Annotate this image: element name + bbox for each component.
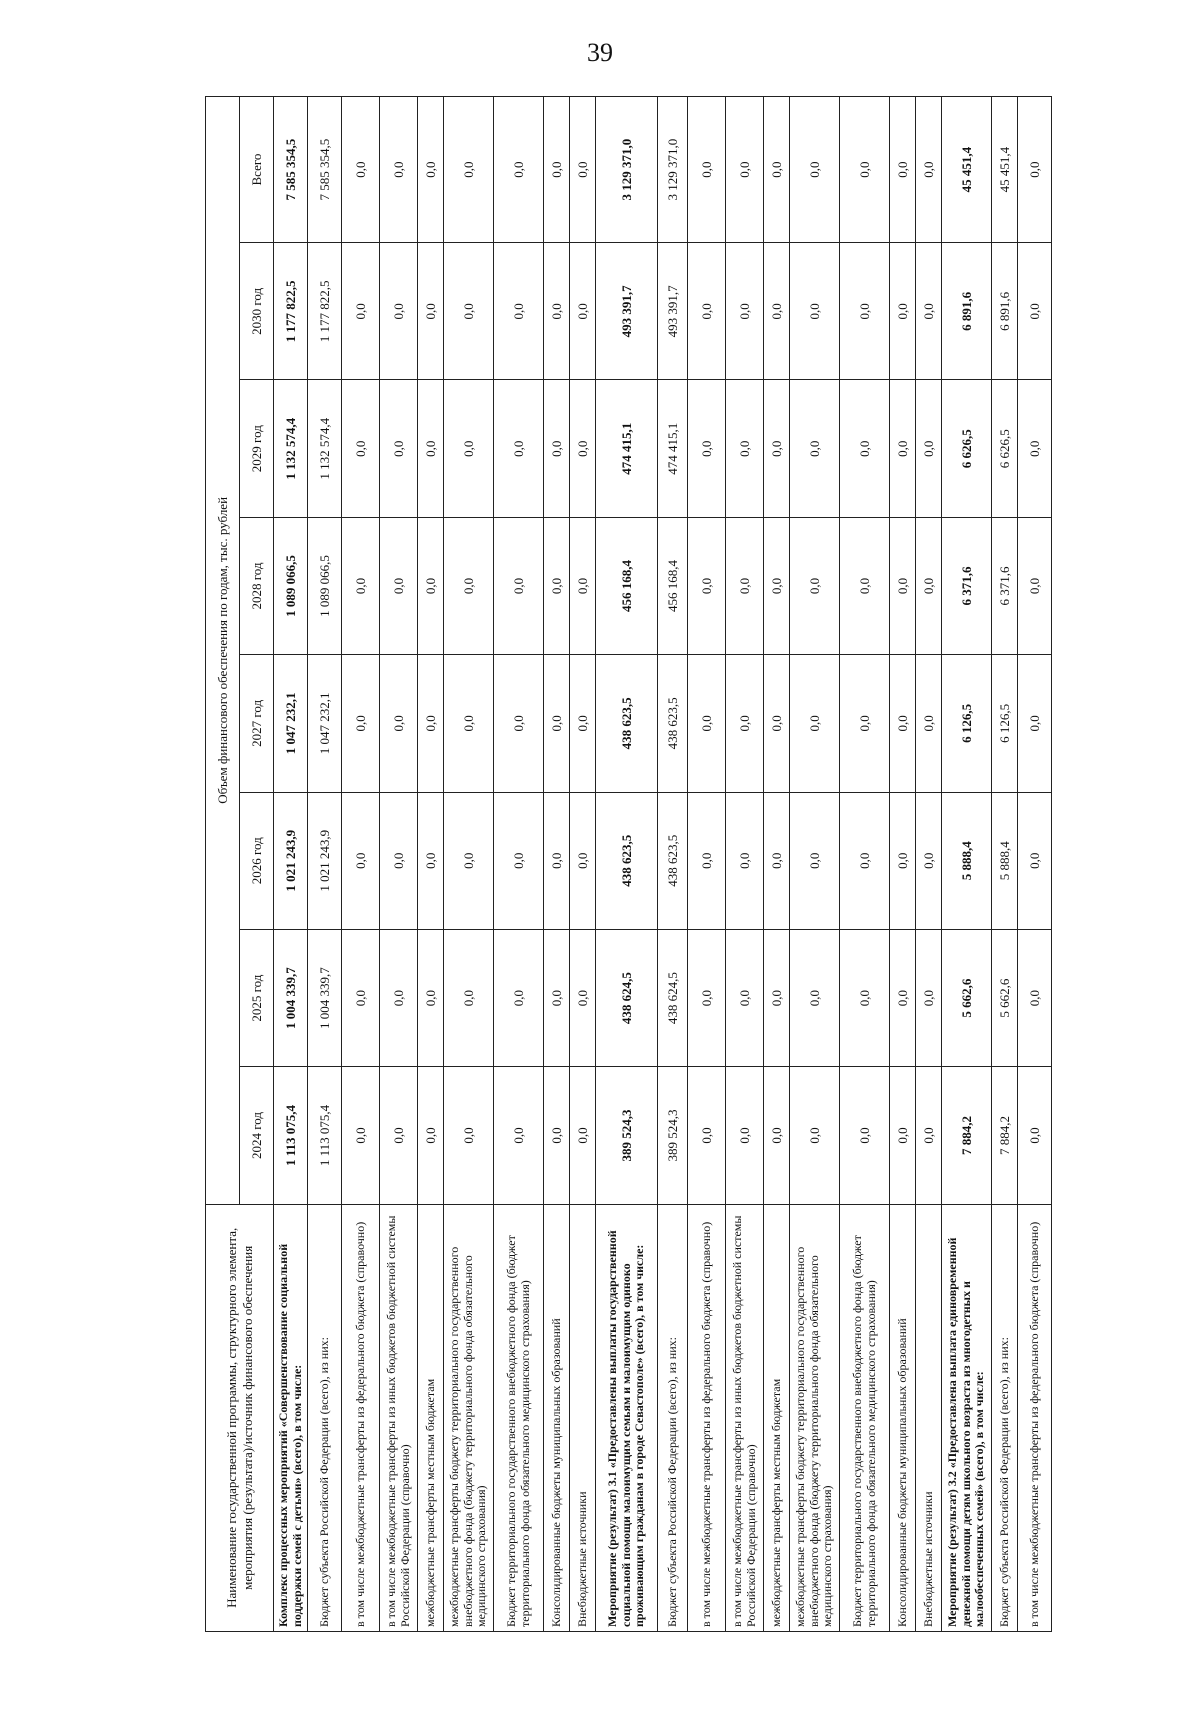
financing-table: [205, 96, 1052, 1632]
row-value-cell: 0,0: [764, 380, 790, 517]
row-name-cell: Мероприятие (результат) 3.1 «Предоставлены выплаты государственной социальной помощи малоимущим семьям и малоимущим одиноко проживающим гражданам в городе Севастополе» (всего), в том числе:: [596, 1204, 658, 1631]
row-value-cell: 0,0: [444, 243, 494, 380]
table-row: [726, 97, 764, 1632]
row-value-cell: 5 662,6: [992, 929, 1018, 1066]
row-value-cell: 0,0: [570, 517, 596, 654]
row-total-cell: 0,0: [544, 97, 570, 243]
table-row: [688, 97, 726, 1632]
row-value-cell: 0,0: [444, 517, 494, 654]
row-value-cell: 0,0: [570, 243, 596, 380]
row-value-cell: 0,0: [688, 380, 726, 517]
row-total-cell: 3 129 371,0: [658, 97, 688, 243]
row-value-cell: 0,0: [890, 929, 916, 1066]
row-value-cell: 6 891,6: [992, 243, 1018, 380]
row-value-cell: 0,0: [444, 655, 494, 792]
row-value-cell: 0,0: [688, 792, 726, 929]
row-value-cell: 0,0: [916, 929, 942, 1066]
table-row: [916, 97, 942, 1632]
table-row: [942, 97, 992, 1632]
row-value-cell: 0,0: [726, 1067, 764, 1204]
row-name-cell: Внебюджетные источники: [570, 1204, 596, 1631]
header-year: 2029 год: [240, 380, 274, 517]
row-value-cell: 0,0: [916, 655, 942, 792]
row-value-cell: 0,0: [1018, 792, 1052, 929]
row-value-cell: 389 524,3: [658, 1067, 688, 1204]
row-value-cell: 0,0: [726, 517, 764, 654]
row-total-cell: 0,0: [494, 97, 544, 243]
row-total-cell: 0,0: [688, 97, 726, 243]
row-value-cell: 0,0: [916, 517, 942, 654]
row-value-cell: 0,0: [494, 243, 544, 380]
row-total-cell: 45 451,4: [992, 97, 1018, 243]
row-value-cell: 0,0: [840, 655, 890, 792]
row-value-cell: 0,0: [840, 792, 890, 929]
row-value-cell: 6 626,5: [992, 380, 1018, 517]
row-value-cell: 1 089 066,5: [308, 517, 342, 654]
row-value-cell: 0,0: [544, 655, 570, 792]
row-value-cell: 0,0: [1018, 929, 1052, 1066]
row-name-cell: Бюджет территориального государственного внебюджетного фонда (бюджет территориального фонда обязательного медицинского страхования): [840, 1204, 890, 1631]
row-value-cell: 438 623,5: [596, 655, 658, 792]
row-value-cell: 0,0: [890, 243, 916, 380]
row-value-cell: 1 047 232,1: [274, 655, 308, 792]
row-value-cell: 0,0: [764, 517, 790, 654]
row-value-cell: 0,0: [444, 380, 494, 517]
header-year: 2030 год: [240, 243, 274, 380]
row-value-cell: 6 126,5: [942, 655, 992, 792]
row-value-cell: 0,0: [570, 792, 596, 929]
table-row: [444, 97, 494, 1632]
table-row: [544, 97, 570, 1632]
row-total-cell: 0,0: [380, 97, 418, 243]
row-value-cell: 0,0: [1018, 380, 1052, 517]
header-year: 2026 год: [240, 792, 274, 929]
header-name-cell: Наименование государственной программы, структурного элемента, мероприятия (результата)/источник финансового обеспечения: [206, 1204, 274, 1631]
row-value-cell: 0,0: [688, 655, 726, 792]
row-value-cell: 0,0: [418, 380, 444, 517]
table-row: [380, 97, 418, 1632]
row-value-cell: 0,0: [764, 1067, 790, 1204]
row-value-cell: 1 177 822,5: [274, 243, 308, 380]
row-value-cell: 493 391,7: [658, 243, 688, 380]
row-total-cell: 0,0: [1018, 97, 1052, 243]
row-value-cell: 0,0: [840, 929, 890, 1066]
row-name-cell: Консолидированные бюджеты муниципальных образований: [890, 1204, 916, 1631]
row-value-cell: 1 113 075,4: [308, 1067, 342, 1204]
row-name-cell: в том числе межбюджетные трансферты из федерального бюджета (справочно): [342, 1204, 380, 1631]
row-total-cell: 0,0: [840, 97, 890, 243]
row-value-cell: 0,0: [544, 929, 570, 1066]
row-value-cell: 1 021 243,9: [274, 792, 308, 929]
row-value-cell: 6 891,6: [942, 243, 992, 380]
row-value-cell: 0,0: [764, 655, 790, 792]
row-value-cell: 0,0: [418, 1067, 444, 1204]
row-value-cell: 0,0: [544, 792, 570, 929]
table-row: [890, 97, 916, 1632]
row-value-cell: 6 626,5: [942, 380, 992, 517]
row-value-cell: 0,0: [1018, 1067, 1052, 1204]
table-row: [790, 97, 840, 1632]
row-value-cell: 0,0: [570, 929, 596, 1066]
row-name-cell: в том числе межбюджетные трансферты из федерального бюджета (справочно): [688, 1204, 726, 1631]
row-value-cell: 0,0: [1018, 517, 1052, 654]
row-value-cell: 1 113 075,4: [274, 1067, 308, 1204]
row-value-cell: 0,0: [380, 655, 418, 792]
row-name-cell: Бюджет субъекта Российской Федерации (всего), из них:: [658, 1204, 688, 1631]
row-value-cell: 1 132 574,4: [274, 380, 308, 517]
row-value-cell: 0,0: [840, 243, 890, 380]
header-year: 2024 год: [240, 1067, 274, 1204]
row-value-cell: 5 888,4: [942, 792, 992, 929]
table-row: [658, 97, 688, 1632]
row-value-cell: 1 004 339,7: [274, 929, 308, 1066]
row-value-cell: 0,0: [916, 792, 942, 929]
row-value-cell: 0,0: [494, 1067, 544, 1204]
row-value-cell: 0,0: [916, 380, 942, 517]
row-value-cell: 0,0: [726, 380, 764, 517]
row-value-cell: 0,0: [764, 243, 790, 380]
row-value-cell: 0,0: [418, 792, 444, 929]
row-total-cell: 0,0: [444, 97, 494, 243]
row-total-cell: 0,0: [570, 97, 596, 243]
row-value-cell: 1 004 339,7: [308, 929, 342, 1066]
row-total-cell: 0,0: [890, 97, 916, 243]
row-value-cell: 0,0: [380, 792, 418, 929]
row-name-cell: Внебюджетные источники: [916, 1204, 942, 1631]
table-row: [570, 97, 596, 1632]
row-total-cell: 0,0: [726, 97, 764, 243]
row-value-cell: 0,0: [380, 243, 418, 380]
row-value-cell: 0,0: [418, 243, 444, 380]
row-value-cell: 0,0: [726, 792, 764, 929]
header-year: 2027 год: [240, 655, 274, 792]
row-value-cell: 0,0: [342, 792, 380, 929]
row-value-cell: 0,0: [890, 655, 916, 792]
row-value-cell: 456 168,4: [596, 517, 658, 654]
header-total: Всего: [240, 97, 274, 243]
row-value-cell: 1 089 066,5: [274, 517, 308, 654]
row-value-cell: 0,0: [570, 655, 596, 792]
row-value-cell: 0,0: [342, 243, 380, 380]
row-value-cell: 438 623,5: [596, 792, 658, 929]
row-value-cell: 0,0: [688, 243, 726, 380]
rotated-table-container: [205, 96, 1042, 1632]
row-value-cell: 1 132 574,4: [308, 380, 342, 517]
row-value-cell: 0,0: [840, 1067, 890, 1204]
row-name-cell: Комплекс процессных мероприятий «Совершенствование социальной поддержки семей с детьми» (всего), в том числе:: [274, 1204, 308, 1631]
row-name-cell: межбюджетные трансферты местным бюджетам: [764, 1204, 790, 1631]
row-value-cell: 438 624,5: [596, 929, 658, 1066]
row-value-cell: 0,0: [790, 517, 840, 654]
row-value-cell: 0,0: [764, 929, 790, 1066]
row-value-cell: 0,0: [764, 792, 790, 929]
row-name-cell: Бюджет территориального государственного внебюджетного фонда (бюджет территориального фонда обязательного медицинского страхования): [494, 1204, 544, 1631]
row-name-cell: в том числе межбюджетные трансферты из иных бюджетов бюджетной системы Российской Федерации (справочно): [380, 1204, 418, 1631]
row-value-cell: 0,0: [890, 1067, 916, 1204]
row-value-cell: 0,0: [790, 243, 840, 380]
row-value-cell: 456 168,4: [658, 517, 688, 654]
row-value-cell: 0,0: [380, 929, 418, 1066]
row-value-cell: 5 662,6: [942, 929, 992, 1066]
row-value-cell: 0,0: [726, 243, 764, 380]
table-row: [418, 97, 444, 1632]
row-value-cell: 0,0: [494, 929, 544, 1066]
row-value-cell: 0,0: [916, 1067, 942, 1204]
row-value-cell: 493 391,7: [596, 243, 658, 380]
row-value-cell: 0,0: [890, 792, 916, 929]
row-total-cell: 0,0: [916, 97, 942, 243]
row-value-cell: 0,0: [544, 243, 570, 380]
row-name-cell: Бюджет субъекта Российской Федерации (всего), из них:: [308, 1204, 342, 1631]
row-name-cell: в том числе межбюджетные трансферты из федерального бюджета (справочно): [1018, 1204, 1052, 1631]
row-value-cell: 0,0: [790, 655, 840, 792]
row-name-cell: межбюджетные трансферты бюджету территориального государственного внебюджетного фонда (бюджету территориального фонда обязательного медицинского страхования): [790, 1204, 840, 1631]
row-value-cell: 438 623,5: [658, 792, 688, 929]
row-value-cell: 474 415,1: [596, 380, 658, 517]
row-value-cell: 0,0: [544, 380, 570, 517]
row-value-cell: 0,0: [544, 1067, 570, 1204]
row-value-cell: 0,0: [544, 517, 570, 654]
row-name-cell: в том числе межбюджетные трансферты из иных бюджетов бюджетной системы Российской Федерации (справочно): [726, 1204, 764, 1631]
row-value-cell: 1 177 822,5: [308, 243, 342, 380]
row-value-cell: 1 021 243,9: [308, 792, 342, 929]
row-name-cell: Мероприятие (результат) 3.2 «Предоставлена выплата единовременной денежной помощи детям школьного возраста из многодетных и малообеспеченных семей» (всего), в том числе:: [942, 1204, 992, 1631]
row-value-cell: 6 371,6: [992, 517, 1018, 654]
row-value-cell: 0,0: [790, 929, 840, 1066]
row-value-cell: 0,0: [342, 655, 380, 792]
row-value-cell: 0,0: [840, 380, 890, 517]
row-name-cell: межбюджетные трансферты бюджету территориального государственного внебюджетного фонда (бюджету территориального фонда обязательного медицинского страхования): [444, 1204, 494, 1631]
row-value-cell: 0,0: [342, 929, 380, 1066]
row-value-cell: 389 524,3: [596, 1067, 658, 1204]
row-value-cell: 0,0: [688, 517, 726, 654]
table-row: [1018, 97, 1052, 1632]
row-value-cell: 0,0: [444, 792, 494, 929]
row-value-cell: 0,0: [726, 655, 764, 792]
row-value-cell: 438 624,5: [658, 929, 688, 1066]
table-row: [342, 97, 380, 1632]
table-row: [840, 97, 890, 1632]
row-value-cell: 0,0: [570, 380, 596, 517]
row-value-cell: 474 415,1: [658, 380, 688, 517]
row-total-cell: 0,0: [418, 97, 444, 243]
row-value-cell: 0,0: [380, 380, 418, 517]
row-value-cell: 0,0: [494, 655, 544, 792]
row-value-cell: 5 888,4: [992, 792, 1018, 929]
row-total-cell: 3 129 371,0: [596, 97, 658, 243]
row-value-cell: 1 047 232,1: [308, 655, 342, 792]
table-row: [764, 97, 790, 1632]
table-row: [992, 97, 1018, 1632]
row-value-cell: 0,0: [1018, 655, 1052, 792]
page-number: 39: [587, 38, 613, 67]
row-value-cell: 0,0: [494, 517, 544, 654]
row-value-cell: 0,0: [418, 655, 444, 792]
row-value-cell: 0,0: [342, 380, 380, 517]
row-name-cell: Бюджет субъекта Российской Федерации (всего), из них:: [992, 1204, 1018, 1631]
row-value-cell: 0,0: [380, 517, 418, 654]
row-value-cell: 0,0: [726, 929, 764, 1066]
row-value-cell: 0,0: [916, 243, 942, 380]
row-total-cell: 7 585 354,5: [308, 97, 342, 243]
row-total-cell: 7 585 354,5: [274, 97, 308, 243]
row-value-cell: 0,0: [790, 792, 840, 929]
row-value-cell: 438 623,5: [658, 655, 688, 792]
row-value-cell: 7 884,2: [992, 1067, 1018, 1204]
row-value-cell: 0,0: [570, 1067, 596, 1204]
row-value-cell: 0,0: [790, 380, 840, 517]
header-year: 2028 год: [240, 517, 274, 654]
row-value-cell: 0,0: [494, 792, 544, 929]
row-value-cell: 0,0: [840, 517, 890, 654]
row-value-cell: 0,0: [418, 517, 444, 654]
row-value-cell: 6 371,6: [942, 517, 992, 654]
header-group-cell: Объем финансового обеспечения по годам, тыс. рублей: [206, 97, 240, 1205]
row-value-cell: 0,0: [1018, 243, 1052, 380]
row-total-cell: 0,0: [764, 97, 790, 243]
row-value-cell: 7 884,2: [942, 1067, 992, 1204]
row-value-cell: 0,0: [890, 380, 916, 517]
row-value-cell: 6 126,5: [992, 655, 1018, 792]
row-value-cell: 0,0: [688, 1067, 726, 1204]
row-name-cell: Консолидированные бюджеты муниципальных образований: [544, 1204, 570, 1631]
row-value-cell: 0,0: [790, 1067, 840, 1204]
row-value-cell: 0,0: [444, 929, 494, 1066]
table-row: [308, 97, 342, 1632]
row-value-cell: 0,0: [444, 1067, 494, 1204]
row-value-cell: 0,0: [494, 380, 544, 517]
row-value-cell: 0,0: [688, 929, 726, 1066]
row-value-cell: 0,0: [380, 1067, 418, 1204]
row-value-cell: 0,0: [418, 929, 444, 1066]
row-value-cell: 0,0: [342, 1067, 380, 1204]
row-name-cell: межбюджетные трансферты местным бюджетам: [418, 1204, 444, 1631]
table-row: [494, 97, 544, 1632]
table-row: [596, 97, 658, 1632]
row-value-cell: 0,0: [890, 517, 916, 654]
row-value-cell: 0,0: [342, 517, 380, 654]
row-total-cell: 0,0: [342, 97, 380, 243]
row-total-cell: 45 451,4: [942, 97, 992, 243]
header-year: 2025 год: [240, 929, 274, 1066]
table-row: [274, 97, 308, 1632]
row-total-cell: 0,0: [790, 97, 840, 243]
